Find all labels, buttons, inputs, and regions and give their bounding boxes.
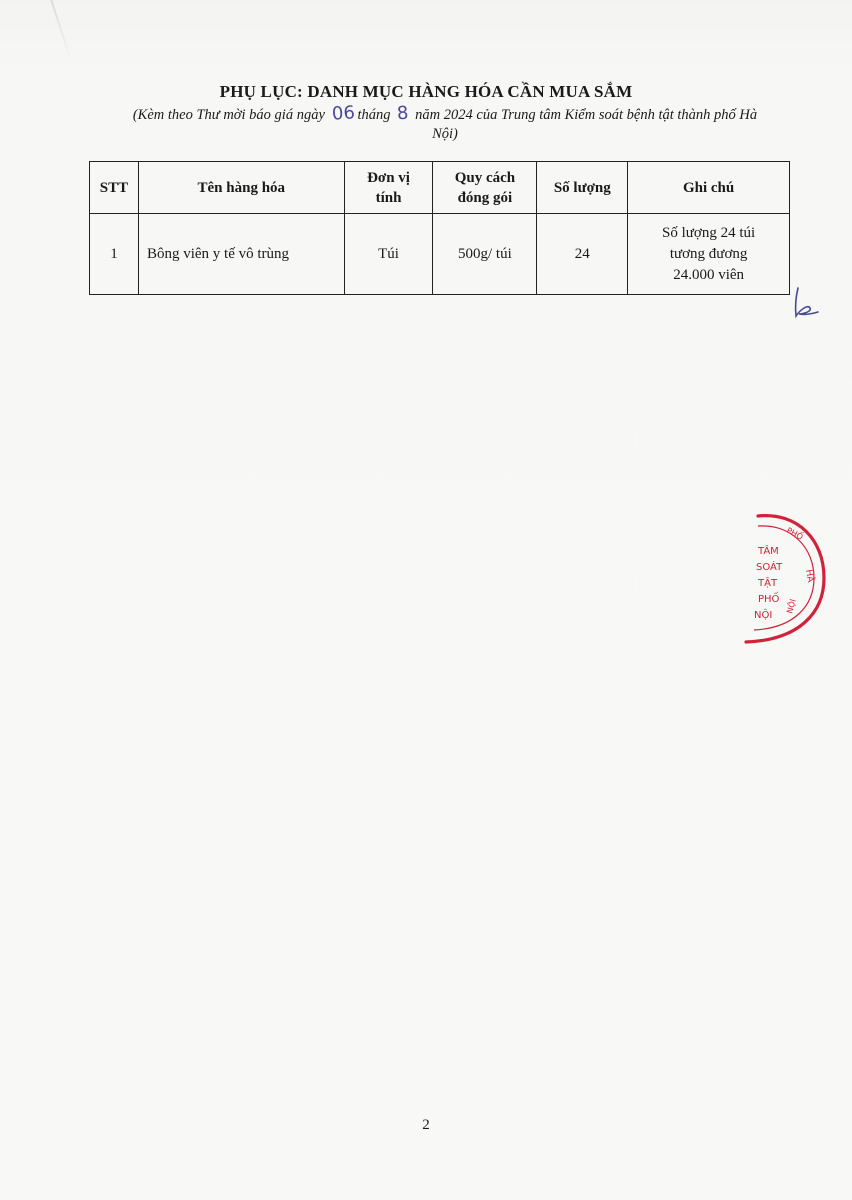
header-packing	[433, 162, 537, 214]
cell-quantity: 24	[537, 214, 628, 295]
handwritten-initial-mark	[790, 284, 820, 320]
cell-unit: Túi	[344, 214, 433, 295]
handwritten-day: 06	[330, 102, 356, 125]
cell-note-line2: tương đương	[669, 245, 748, 262]
table-row	[90, 214, 790, 295]
cell-packing: 500g/ túi	[433, 214, 537, 295]
stamp-line-2: SOÁT	[756, 562, 783, 573]
official-red-stamp	[728, 512, 828, 652]
header-unit	[344, 162, 433, 214]
stamp-line-5: NỘI	[754, 610, 773, 621]
header-unit-line2: tính	[375, 189, 402, 206]
stamp-line-4: PHỐ	[758, 594, 780, 605]
cell-stt: 1	[90, 214, 139, 295]
subtitle-text-3: năm 2024 của Trung tâm Kiểm soát bệnh tật thành phố Hà Nội)	[411, 107, 758, 142]
cell-note-line1: Số lượng 24 túi	[662, 224, 756, 241]
goods-table	[89, 161, 790, 295]
header-unit-line1: Đơn vị	[367, 169, 410, 186]
paper-fold-mark	[50, 0, 71, 60]
stamp-rim-bottom: NỘI	[785, 598, 798, 615]
cell-item-name: Bông viên y tế vô trùng	[138, 214, 344, 295]
header-quantity: Số lượng	[537, 162, 628, 214]
subtitle-text-2: tháng	[357, 107, 395, 123]
cell-note	[628, 214, 790, 295]
document-subtitle	[120, 104, 770, 144]
subtitle-text-1: (Kèm theo Thư mời báo giá ngày	[132, 107, 329, 123]
header-item-name: Tên hàng hóa	[138, 162, 344, 214]
stamp-rim-top: PHỐ	[785, 525, 805, 542]
cell-note-line3: 24.000 viên	[673, 266, 745, 283]
table-header-row	[90, 162, 790, 214]
header-note: Ghi chú	[628, 162, 790, 214]
page-number: 2	[422, 1117, 430, 1133]
handwritten-month: 8	[396, 102, 410, 125]
document-title: PHỤ LỤC: DANH MỤC HÀNG HÓA CẦN MUA SẮM	[219, 82, 633, 101]
header-stt: STT	[90, 162, 139, 214]
stamp-line-1: TÂM	[758, 546, 779, 557]
stamp-rim-right: HÀ	[803, 568, 816, 584]
header-packing-line1: Quy cách	[454, 169, 516, 186]
stamp-line-3: TẬT	[758, 578, 778, 589]
header-packing-line2: đóng gói	[457, 189, 513, 206]
